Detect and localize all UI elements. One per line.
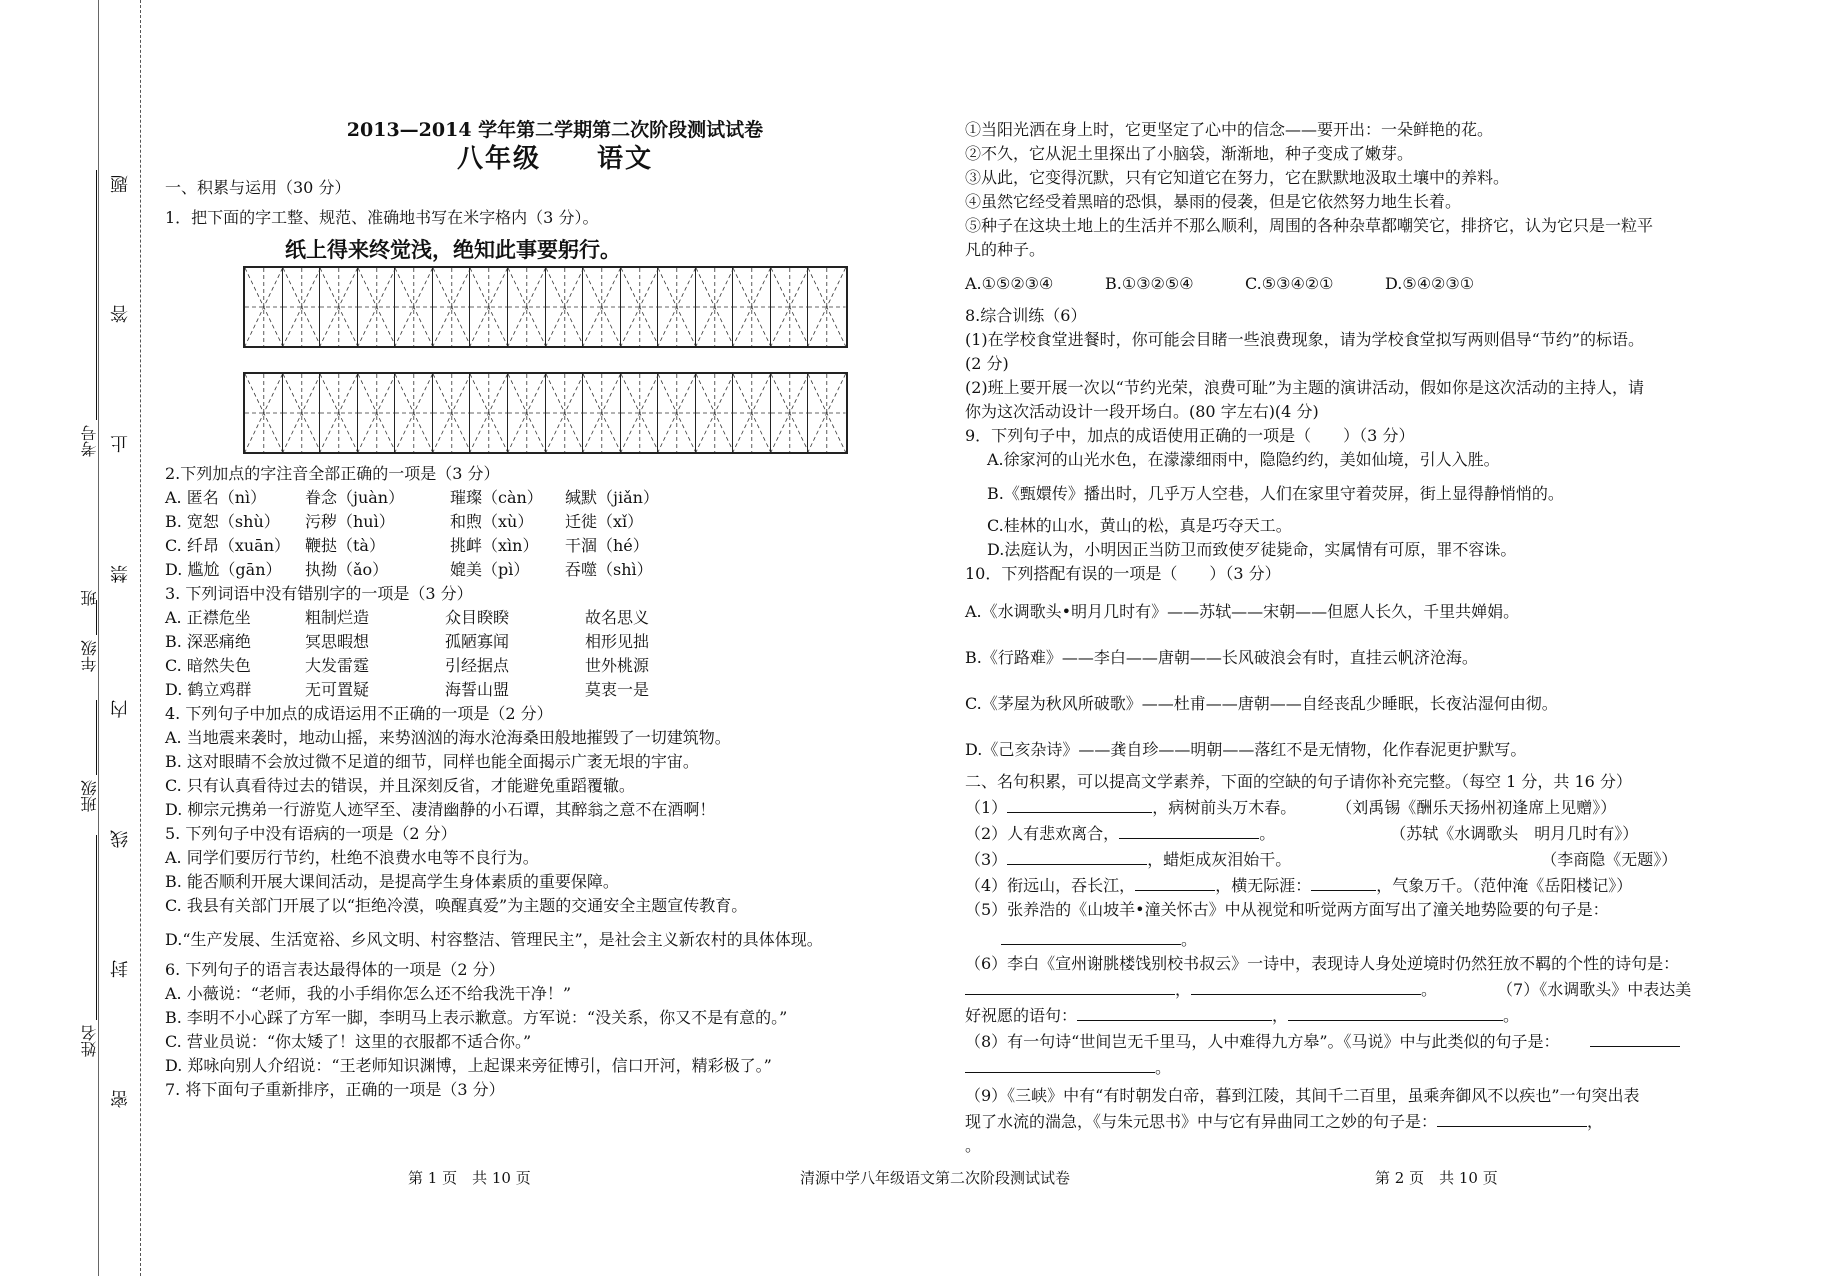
label-class: 班级 [80, 780, 99, 812]
sentence-1 [965, 794, 1775, 820]
s3-text: ，蜡炬成灰泪始干。 [1147, 850, 1292, 869]
q8-line-2: (2 分) [965, 354, 1009, 373]
q4-option-a: A. 当地震来袭时，地动山摇，来势汹汹的海水沧海桑田般地摧毁了一切建筑物。 [165, 728, 731, 747]
s1-blank[interactable] [1007, 794, 1152, 813]
sentence-2 [965, 820, 1775, 846]
q7-option-c: C.⑤③④②① [1245, 274, 1334, 293]
mizige-cell[interactable] [771, 374, 809, 452]
mizige-cell[interactable] [808, 268, 846, 346]
seal-char-da: 答 [110, 305, 131, 323]
s7-blank-1[interactable] [1077, 1002, 1272, 1021]
q3-option-a [165, 606, 965, 630]
mizige-guides [245, 268, 283, 346]
field-grade[interactable] [96, 600, 97, 635]
mizige-cell[interactable] [808, 374, 846, 452]
q7-item-3: ③从此，它变得沉默，只有它知道它在努力，它在默默地汲取土壤中的养料。 [965, 168, 1510, 187]
mizige-cell[interactable] [508, 374, 546, 452]
q9-prompt: 9．下列句子中，加点的成语使用正确的一项是（ ）（3 分） [965, 426, 1415, 445]
q7-item-5-cont: 凡的种子。 [965, 240, 1046, 259]
mizige-cell[interactable] [283, 268, 321, 346]
mizige-grid-2[interactable] [243, 372, 848, 454]
mizige-cell[interactable] [320, 268, 358, 346]
section2-heading: 二、名句积累，可以提高文学素养，下面的空缺的句子请你补充完整。（每空 1 分，共 16 分） [965, 772, 1632, 791]
q1-prompt: 1．把下面的字工整、规范、准确地书写在米字格内（3 分）。 [165, 208, 599, 227]
seal-char-nei: 内 [110, 700, 131, 718]
s2-text: 。 [1259, 824, 1276, 843]
q4-option-c: C. 只有认真看待过去的错误，并且深刻反省，才能避免重蹈覆辙。 [165, 776, 635, 795]
q3-option-d [165, 678, 965, 702]
q7-options [965, 272, 1775, 296]
mizige-guides [733, 268, 771, 346]
mizige-cell[interactable] [621, 374, 659, 452]
mizige-cell[interactable] [358, 268, 396, 346]
q9-option-b: B.《甄嬛传》播出时，几乎万人空巷，人们在家里守着荧屏，街上显得静悄悄的。 [987, 484, 1564, 503]
q9-option-a: A.徐家河的山光水色，在濛濛细雨中，隐隐约约，美如仙境，引人入胜。 [987, 450, 1500, 469]
mizige-guides [696, 268, 734, 346]
q3-b-4: 相形见拙 [585, 632, 650, 651]
s9-text: 现了水流的湍急，《与朱元思书》中与它有异曲同工之妙的句子是： [965, 1112, 1438, 1131]
q3-prompt: 3. 下列词语中没有错别字的一项是（3 分） [165, 584, 473, 603]
mizige-guides [771, 374, 809, 452]
mizige-guides [621, 374, 659, 452]
label-ban: 班 [80, 590, 99, 606]
section1-heading: 一、积累与运用（30 分） [165, 178, 351, 197]
s6-mid: ， [1175, 980, 1192, 999]
mizige-guides [658, 268, 696, 346]
q7-item-4: ④虽然它经受着黑暗的恐惧，暴雨的侵袭，但是它依然努力地生长着。 [965, 192, 1462, 211]
mizige-cell[interactable] [470, 374, 508, 452]
mizige-guides [508, 268, 546, 346]
seal-char-jin: 禁 [110, 565, 131, 583]
q3-d-3: 海誓山盟 [445, 680, 510, 699]
mizige-guides [508, 374, 546, 452]
s7-blank-2[interactable] [1288, 1002, 1503, 1021]
s7-mid: ， [1272, 1006, 1289, 1025]
q9-option-c: C.桂林的山水，黄山的松，真是巧夺天工。 [987, 516, 1292, 535]
mizige-cell[interactable] [583, 268, 621, 346]
q5-option-a: A. 同学们要厉行节约，杜绝不浪费水电等不良行为。 [165, 848, 539, 867]
mizige-guides [470, 374, 508, 452]
margin-seal-line [140, 0, 141, 1276]
q2-c-4: 干涸（hé） [565, 536, 649, 555]
s2-blank[interactable] [1119, 820, 1259, 839]
q3-c-2: 大发雷霆 [305, 656, 370, 675]
mizige-cell[interactable] [733, 374, 771, 452]
mizige-guides [621, 268, 659, 346]
mizige-cell[interactable] [733, 268, 771, 346]
mizige-cell[interactable] [621, 268, 659, 346]
mizige-guides [245, 374, 283, 452]
mizige-cell[interactable] [320, 374, 358, 452]
s3-blank[interactable] [1007, 846, 1147, 865]
left-column [165, 118, 965, 1102]
sentence-8-answer [965, 1054, 1775, 1080]
q6-option-a: A. 小薇说：“老师，我的小手绢你怎么还不给我洗干净！” [165, 984, 572, 1003]
mizige-guides [470, 268, 508, 346]
s2-label: （2）人有悲欢离合， [965, 824, 1120, 843]
mizige-guides [358, 374, 396, 452]
s3-label: （3） [965, 850, 1008, 869]
q3-a-3: 众目睽睽 [445, 608, 510, 627]
q10-prompt: 10．下列搭配有误的一项是（ ）（3 分） [965, 564, 1281, 583]
q2-option-b [165, 510, 965, 534]
sentence-9-answer [965, 1108, 1775, 1134]
s7-text: 好祝愿的语句： [965, 1006, 1078, 1025]
exam-title: 2013—2014 学年第二学期第二次阶段测试试卷 [346, 119, 764, 141]
mizige-guides [395, 374, 433, 452]
seal-char-ti: 题 [110, 175, 131, 193]
q9-option-d: D.法庭认为，小明因正当防卫而致使歹徒毙命，实属情有可原，罪不容诛。 [987, 540, 1517, 559]
q2-a-2: 眷念（juàn） [305, 488, 405, 507]
mizige-cell[interactable] [433, 268, 471, 346]
mizige-cell[interactable] [546, 374, 584, 452]
s9-mid: ， [1587, 1112, 1604, 1131]
q2-c-3: 挑衅（xìn） [450, 536, 539, 555]
mizige-cell[interactable] [696, 374, 734, 452]
s7-end: 。 [1503, 1006, 1520, 1025]
s2-source: （苏轼《水调歌头 明月几时有》） [1390, 824, 1639, 843]
q7-item-2: ②不久，它从泥土里探出了小脑袋，渐渐地，种子变成了嫩芽。 [965, 144, 1414, 163]
s6-blank-2[interactable] [1191, 976, 1421, 995]
s4-blank-1[interactable] [1135, 872, 1215, 891]
q3-c-1: C. 暗然失色 [165, 656, 251, 675]
label-exam-no: 考号 [80, 425, 99, 457]
q2-option-d [165, 558, 965, 582]
q8-line-1: (1)在学校食堂进餐时，你可能会目睹一些浪费现象，请为学校食堂拟写两则倡导“节约”的标语。 [965, 330, 1645, 349]
s3-source: （李商隐《无题》） [1541, 850, 1678, 869]
q7-option-d: D.⑤④②③① [1385, 274, 1475, 293]
q3-option-b [165, 630, 965, 654]
footer-page-2: 第 2 页 共 10 页 [1375, 1169, 1498, 1187]
q2-b-2: 污秽（huì） [305, 512, 395, 531]
label-grade: 年级 [80, 640, 99, 672]
s6-blank-1[interactable] [965, 976, 1175, 995]
q2-b-1: B. 宽恕（shù） [165, 512, 280, 531]
mizige-guides [658, 374, 696, 452]
s8-blank-1[interactable] [1590, 1028, 1680, 1047]
mizige-cell[interactable] [245, 268, 283, 346]
s1-label: （1） [965, 798, 1008, 817]
mizige-guides [433, 374, 471, 452]
s1-source: （刘禹锡《酬乐天扬州初逢席上见赠》） [1336, 798, 1617, 817]
q2-d-2: 执拗（ǎo） [305, 560, 389, 579]
q6-prompt: 6. 下列句子的语言表达最得体的一项是（2 分） [165, 960, 505, 979]
mizige-cell[interactable] [771, 268, 809, 346]
q7-option-a: A.①⑤②③④ [965, 274, 1054, 293]
field-exam-no[interactable] [96, 170, 97, 420]
sentence-5-answer [965, 926, 1775, 952]
q2-c-1: C. 纤昂（xuān） [165, 536, 291, 555]
sentence-6: （6）李白《宣州谢朓楼饯别校书叔云》一诗中，表现诗人身处逆境时仍然狂放不羁的个性的诗句是： [965, 954, 1680, 973]
q2-d-1: D. 尴尬（gān） [165, 560, 282, 579]
seal-char-mi: 密 [110, 1090, 131, 1108]
q7-item-5: ⑤种子在这块土地上的生活并不那么顺利，周围的各种杂草都嘲笑它，排挤它，认为它只是一粒平 [965, 216, 1654, 235]
footer-page-1: 第 1 页 共 10 页 [408, 1169, 531, 1187]
seal-char-zhi: 止 [110, 435, 131, 453]
q7-prompt: 7. 将下面句子重新排序，正确的一项是（3 分） [165, 1080, 505, 1099]
field-class[interactable] [96, 700, 97, 775]
q10-option-c: C.《茅屋为秋风所破歌》——杜甫——唐朝——自经丧乱少睡眠，长夜沾湿何由彻。 [965, 694, 1558, 713]
q3-c-4: 世外桃源 [585, 656, 650, 675]
q3-b-2: 冥思暇想 [305, 632, 370, 651]
q3-d-2: 无可置疑 [305, 680, 370, 699]
mizige-cell[interactable] [583, 374, 621, 452]
q2-a-1: A. 匿名（nì） [165, 488, 267, 507]
q8-line-4: 你为这次活动设计一段开场白。(80 字左右)(4 分) [965, 402, 1319, 421]
q10-option-a: A.《水调歌头•明月几时有》——苏轼——宋朝——但愿人长久，千里共婵娟。 [965, 602, 1520, 621]
mizige-guides [395, 268, 433, 346]
q3-b-1: B. 深恶痛绝 [165, 632, 251, 651]
seal-char-feng: 封 [110, 960, 131, 978]
q3-d-1: D. 鹤立鸡群 [165, 680, 252, 699]
s5-blank[interactable] [1001, 926, 1181, 945]
q4-option-d: D. 柳宗元携弟一行游览人迹罕至、凄清幽静的小石谭，其醉翁之意不在酒啊！ [165, 800, 716, 819]
q5-option-c: C. 我县有关部门开展了以“拒绝冷漠，唤醒真爱”为主题的交通安全主题宣传教育。 [165, 896, 748, 915]
mizige-cell[interactable] [658, 268, 696, 346]
sentence-6-answer [965, 976, 1775, 1002]
s7-label: （7）《水调歌头》中表达美 [1497, 980, 1692, 999]
s9-blank-1[interactable] [1437, 1108, 1587, 1127]
seal-char-xian: 线 [110, 830, 131, 848]
q2-options [165, 486, 965, 582]
q2-b-3: 和煦（xù） [450, 512, 534, 531]
q8-heading: 8.综合训练（6） [965, 306, 1087, 325]
q4-prompt: 4. 下列句子中加点的成语运用不正确的一项是（2 分） [165, 704, 553, 723]
binding-margin [0, 0, 150, 1276]
s4-source: ，气象万千。（范仲淹《岳阳楼记》） [1376, 876, 1633, 895]
mizige-guides [808, 268, 846, 346]
q5-prompt: 5. 下列句子中没有语病的一项是（2 分） [165, 824, 457, 843]
q6-option-c: C. 营业员说：“你太矮了！这里的衣服都不适合你。” [165, 1032, 532, 1051]
q7-item-1: ①当阳光洒在身上时，它更坚定了心中的信念——要开出：一朵鲜艳的花。 [965, 120, 1494, 139]
mizige-cell[interactable] [245, 374, 283, 452]
mizige-guides [358, 268, 396, 346]
mizige-guides [546, 268, 584, 346]
q2-option-a [165, 486, 965, 510]
mizige-guides [320, 374, 358, 452]
q6-option-b: B. 李明不小心踩了方军一脚，李明马上表示歉意。方军说：“没关系，你又不是有意的。” [165, 1008, 788, 1027]
q2-d-3: 媲美（pì） [450, 560, 530, 579]
q10-option-d: D.《己亥杂诗》——龚自珍——明朝——落红不是无情物，化作春泥更护默写。 [965, 740, 1527, 759]
mizige-guides [771, 268, 809, 346]
mizige-guides [583, 268, 621, 346]
field-name[interactable] [96, 835, 97, 1020]
q6-option-d: D. 郑咏向别人介绍说：“王老师知识渊博，上起课来旁征博引，信口开河，精彩极了。” [165, 1056, 772, 1075]
s8-blank-2[interactable] [965, 1054, 1155, 1073]
q3-option-c [165, 654, 965, 678]
sentence-3 [965, 846, 1775, 872]
mizige-guides [283, 268, 321, 346]
mizige-cell[interactable] [395, 374, 433, 452]
s8-end: 。 [1155, 1058, 1172, 1077]
q4-option-b: B. 这对眼睛不会放过微不足道的细节，同样也能全面揭示广袤无垠的宇宙。 [165, 752, 699, 771]
q2-prompt: 2.下列加点的字注音全部正确的一项是（3 分） [165, 464, 500, 483]
q3-a-1: A. 正襟危坐 [165, 608, 251, 627]
right-column [965, 118, 1775, 1158]
mizige-cell[interactable] [546, 268, 584, 346]
mizige-guides [583, 374, 621, 452]
q2-b-4: 迁徙（xǐ） [565, 512, 644, 531]
mizige-grid-1[interactable] [243, 266, 848, 348]
sentence-9: （9）《三峡》中有“有时朝发白帝，暮到江陵，其间千二百里，虽乘奔御风不以疾也”一句突出表 [965, 1086, 1640, 1105]
q2-a-4: 缄默（jiǎn） [565, 488, 659, 507]
q2-option-c [165, 534, 965, 558]
mizige-cell[interactable] [470, 268, 508, 346]
q3-d-4: 莫衷一是 [585, 680, 650, 699]
mizige-guides [808, 374, 846, 452]
sentence-7-answer [965, 1002, 1775, 1028]
label-name: 姓名 [80, 1025, 99, 1057]
mizige-guides [733, 374, 771, 452]
q3-c-3: 引经据点 [445, 656, 510, 675]
sentence-4 [965, 872, 1775, 898]
mizige-cell[interactable] [508, 268, 546, 346]
q7-option-b: B.①③②⑤④ [1105, 274, 1194, 293]
mizige-guides [320, 268, 358, 346]
sentence-5: （5）张养浩的《山坡羊•潼关怀古》中从视觉和听觉两方面写出了潼关地势险要的句子是： [965, 900, 1609, 919]
mizige-cell[interactable] [395, 268, 433, 346]
mizige-cell[interactable] [283, 374, 321, 452]
q2-d-4: 吞噬（shì） [565, 560, 653, 579]
mizige-cell[interactable] [433, 374, 471, 452]
s8-text: （8）有一句诗“世间岂无千里马，人中难得九方皋”。《马说》中与此类似的句子是： [965, 1032, 1560, 1051]
s4-label: （4）衔远山，吞长江， [965, 876, 1136, 895]
s6-end: 。 [1421, 980, 1438, 999]
s1-text: ，病树前头万木春。 [1152, 798, 1297, 817]
q1-sentence: 纸上得来终觉浅，绝知此事要躬行。 [285, 237, 621, 262]
mizige-guides [433, 268, 471, 346]
footer-title: 清源中学八年级语文第二次阶段测试试卷 [800, 1169, 1071, 1187]
margin-line-outer [98, 0, 99, 1276]
sentence-8 [965, 1028, 1775, 1054]
q5-option-b: B. 能否顺利开展大课间活动，是提高学生身体素质的重要保障。 [165, 872, 619, 891]
sentence-9-end: 。 [965, 1136, 982, 1155]
q2-a-3: 璀璨（càn） [450, 488, 543, 507]
mizige-guides [546, 374, 584, 452]
q3-b-3: 孤陋寡闻 [445, 632, 510, 651]
q3-a-4: 故名思义 [585, 608, 650, 627]
mizige-cell[interactable] [696, 268, 734, 346]
s5-end: 。 [1181, 930, 1198, 949]
mizige-guides [696, 374, 734, 452]
mizige-guides [283, 374, 321, 452]
s4-text: ，横无际涯： [1215, 876, 1312, 895]
exam-subtitle: 八年级 语文 [456, 144, 653, 174]
q10-option-b: B.《行路难》——李白——唐朝——长风破浪会有时，直挂云帆济沧海。 [965, 648, 1478, 667]
q8-line-3: (2)班上要开展一次以“节约光荣，浪费可耻”为主题的演讲活动，假如你是这次活动的主持人，请 [965, 378, 1645, 397]
s4-blank-2[interactable] [1311, 872, 1376, 891]
q5-option-d: D.“生产发展、生活宽裕、乡风文明、村容整洁、管理民主”，是社会主义新农村的具体体现。 [165, 930, 823, 949]
mizige-cell[interactable] [358, 374, 396, 452]
q3-a-2: 粗制烂造 [305, 608, 370, 627]
mizige-cell[interactable] [658, 374, 696, 452]
q2-c-2: 鞭挞（tà） [305, 536, 385, 555]
